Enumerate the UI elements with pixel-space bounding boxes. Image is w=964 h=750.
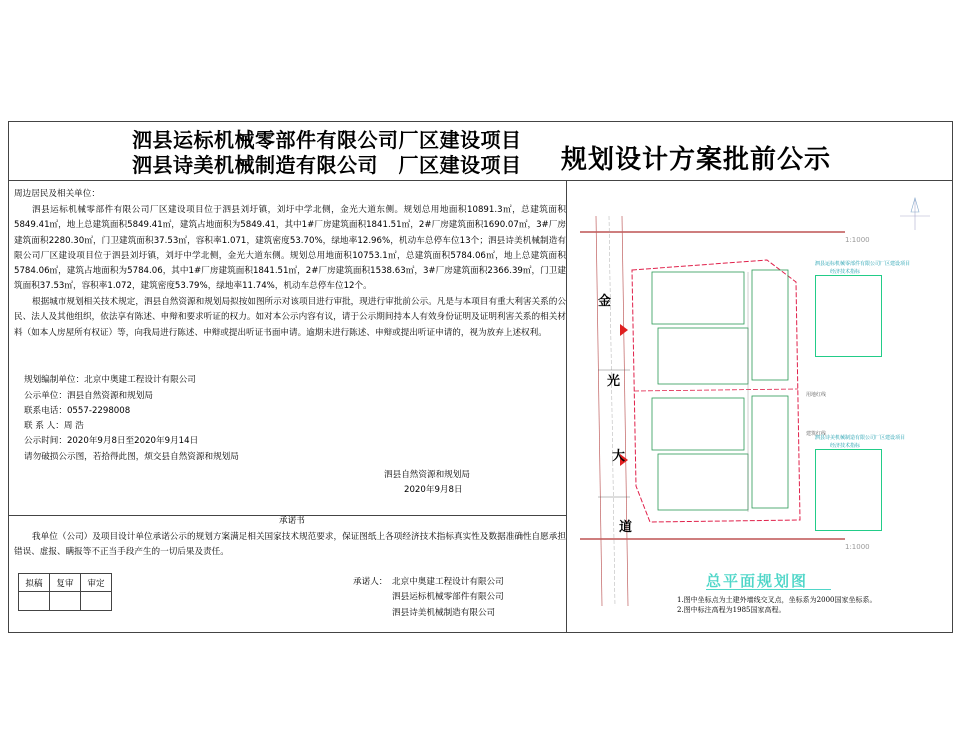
recipients-line: 周边居民及相关单位： bbox=[14, 189, 100, 199]
road-name-char: 光 bbox=[607, 374, 621, 389]
legend-1-title: 泗县运标机械零部件有限公司厂区建设项目 bbox=[815, 261, 911, 267]
site-plan-drawing bbox=[570, 186, 952, 630]
approval-header-final: 审定 bbox=[81, 574, 112, 592]
lot-divider bbox=[634, 389, 798, 391]
building-2-north bbox=[658, 328, 748, 384]
committer-label: 承诺人： bbox=[353, 577, 388, 587]
approval-cell bbox=[50, 592, 81, 611]
designer-line: 规划编制单位：北京中奥建工程设计有限公司 bbox=[24, 375, 196, 385]
plan-note-2: 2.图中标注高程为1985国家高程。 bbox=[677, 606, 786, 614]
road-edge-east bbox=[622, 216, 628, 606]
signature-org: 泗县自然资源和规划局 bbox=[384, 470, 470, 480]
road-edge-west bbox=[596, 216, 602, 606]
building-1-north bbox=[652, 272, 744, 324]
signature-date: 2020年9月8日 bbox=[404, 485, 463, 495]
legend-1-table bbox=[815, 275, 882, 357]
pledge-heading: 承诺书 bbox=[279, 516, 305, 526]
legend-2-subtitle: 经济技术指标 bbox=[830, 443, 861, 449]
scale-label-bottom: 1:1000 bbox=[845, 543, 870, 551]
plan-note-1: 1.图中坐标点为土建外墙线交叉点，坐标系为2000国家坐标系。 bbox=[677, 596, 877, 604]
warning-line: 请勿破损公示图，若拾得此图，烦交县自然资源和规划局 bbox=[24, 452, 239, 462]
notice-title: 规划设计方案批前公示 bbox=[561, 145, 832, 175]
review-notice: 根据城市规划相关技术规定，泗县自然资源和规划局拟按如图所示对该项目进行审批，现进行审批前公示。凡是与本项目有重大利害关系的公民、法人及其他组织，依法享有陈述、申辩和要求听证的权力。如对本公示内容有议，请于公示期间持本人有效身份证明及证明利害关系的相关材料（如本人房屋所有权证）等，向我局进行陈述、申辩或提出听证书面申请。逾期未进行陈述、申辩或提出听证申请的，视为放弃上述权利。 bbox=[14, 297, 566, 338]
approval-header-review: 复审 bbox=[50, 574, 81, 592]
header-divider bbox=[8, 180, 953, 181]
project-description: 泗县运标机械零部件有限公司厂区建设项目位于泗县刘圩镇，刘圩中学北侧，金光大道东侧。规划总用地面积10891.3㎡，总建筑面积5849.41㎡，地上总建筑面积5849.41㎡，建筑占地面积为5849.41，其中1#厂房建筑面积1841.51㎡，2#厂房建筑面积1690.07㎡，3#厂房建筑面积2280.30㎡，门卫建筑面积37.53㎡，容积率1.071，建筑密度53.70%，绿地率12.96%，机动车总停车位13个；泗县诗美机械制造有限公司厂区建设项目位于泗县刘圩镇，刘圩中学北侧，金光大道东侧。规划总用地面积10753.1㎡，总建筑面积5784.06㎡，地上总建筑面积5784.06㎡，建筑占地面积为5784.06，其中1#厂房建筑面积1841.51㎡，2#厂房建筑面积1538.63㎡，3#厂房建筑面积2366.39㎡，门卫建筑面积37.53㎡，容积率1.072，建筑密度53.79%，绿地率11.74%，机动车总停车位12个。 bbox=[14, 205, 566, 292]
period-line: 公示时间：2020年9月8日至2020年9月14日 bbox=[24, 436, 199, 446]
north-arrow-icon bbox=[900, 198, 930, 230]
approval-table-sign-row bbox=[19, 592, 112, 611]
project-title-1: 泗县运标机械零部件有限公司厂区建设项目 bbox=[132, 128, 522, 152]
publisher-line: 公示单位：泗县自然资源和规划局 bbox=[24, 391, 153, 401]
road-centerline bbox=[609, 216, 615, 606]
building-3-south bbox=[752, 396, 788, 508]
committer-3: 泗县诗美机械制造有限公司 bbox=[392, 608, 496, 618]
approval-cell bbox=[81, 592, 112, 611]
road-name-char: 大 bbox=[612, 449, 626, 464]
road-name-char: 道 bbox=[619, 520, 633, 535]
approval-table bbox=[18, 573, 112, 611]
boundary-label: 用地红线 bbox=[806, 392, 827, 398]
committer-1: 北京中奥建工程设计有限公司 bbox=[392, 577, 504, 587]
building-3-north bbox=[752, 270, 788, 380]
approval-cell bbox=[19, 592, 50, 611]
building-line-label: 建筑红线 bbox=[806, 431, 827, 437]
site-plan-title: 总平面规划图 bbox=[706, 572, 809, 590]
phone-line: 联系电话：0557-2298008 bbox=[24, 406, 131, 416]
legend-2-table bbox=[815, 449, 882, 531]
approval-table-header-row bbox=[19, 574, 112, 592]
legend-2-title: 泗县诗美机械制造有限公司厂区建设项目 bbox=[815, 435, 906, 441]
building-2-south bbox=[658, 454, 748, 510]
plan-title-underline bbox=[706, 589, 831, 590]
road-name-char: 金 bbox=[598, 294, 612, 309]
scale-label-top: 1:1000 bbox=[845, 236, 870, 244]
contact-line: 联 系 人：周 浩 bbox=[24, 421, 84, 431]
column-divider bbox=[566, 180, 567, 633]
legend-1-subtitle: 经济技术指标 bbox=[830, 269, 861, 275]
approval-header-draft: 拟稿 bbox=[19, 574, 50, 592]
committer-2: 泗县运标机械零部件有限公司 bbox=[392, 592, 504, 602]
project-titles bbox=[132, 128, 522, 178]
pledge-text: 我单位（公司）及项目设计单位承诺公示的规划方案满足相关国家技术规范要求，保证图纸上各项经济技术指标真实性及数据准确性自愿承担错误、虚报、瞒报等不正当手段产生的一切后果及责任。 bbox=[14, 532, 566, 558]
project-title-2: 泗县诗美机械制造有限公司 厂区建设项目 bbox=[132, 153, 522, 177]
building-1-south bbox=[652, 398, 744, 450]
